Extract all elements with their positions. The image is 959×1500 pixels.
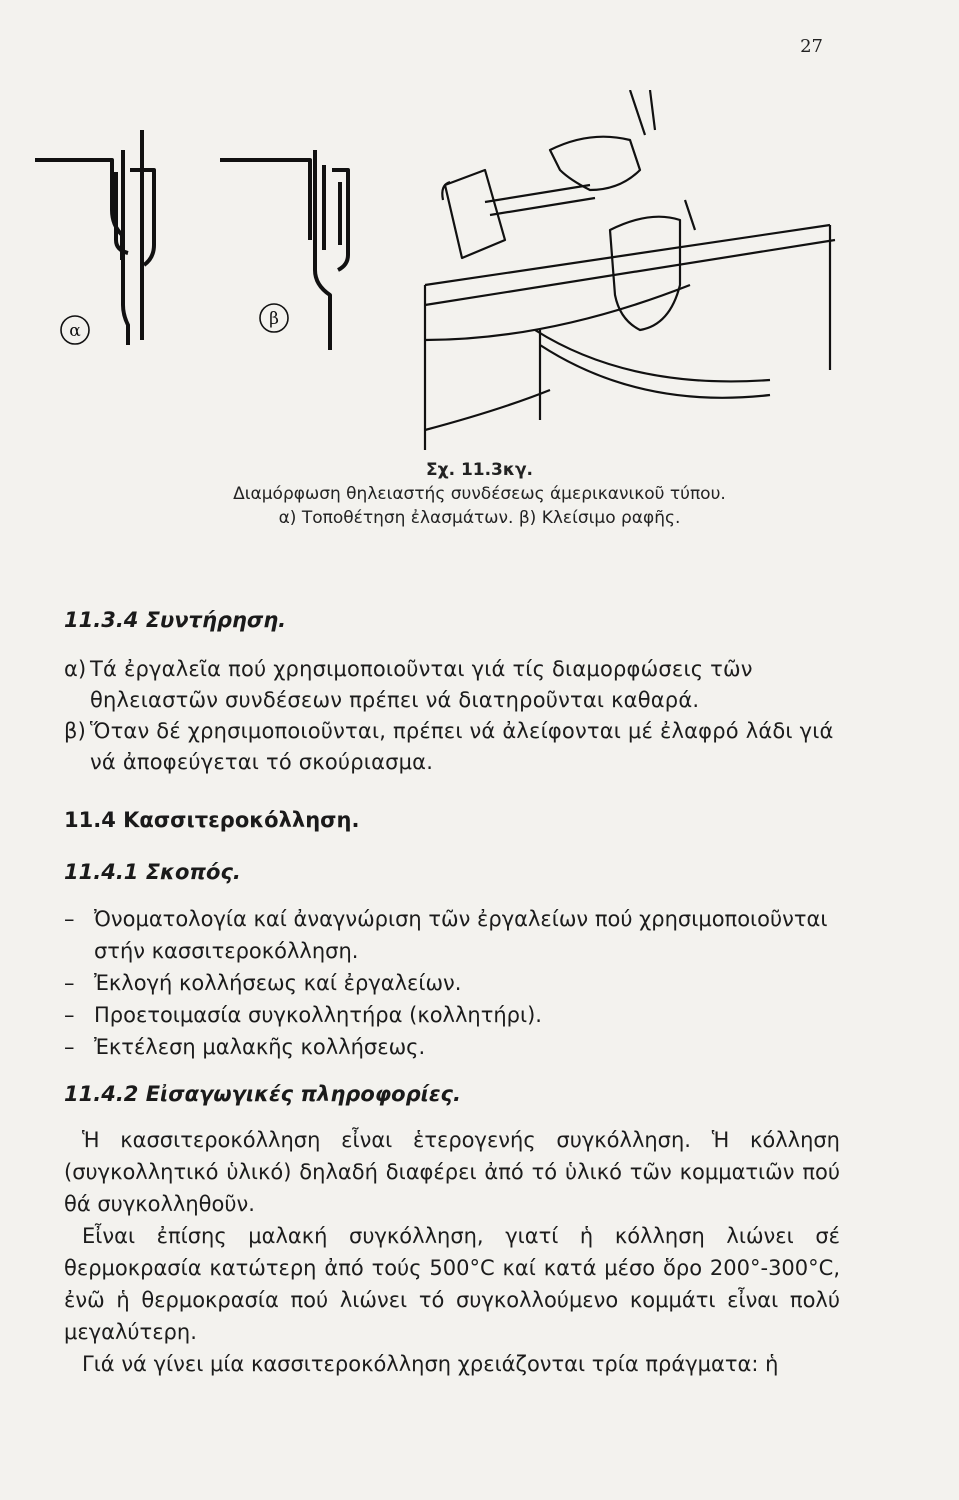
maintenance-list — [64, 654, 844, 778]
purpose-list — [64, 903, 844, 1063]
item-text: Τά ἐργαλεῖα πού χρησιμοποιοῦνται γιά τίς διαμορφώσεις τῶν θηλειαστῶν συνδέσεων πρέπει νά διατηροῦνται καθαρά. — [90, 657, 753, 712]
caption-number: Σχ. 11.3κγ. — [425, 460, 533, 480]
heading-maintenance: 11.3.4 Συντήρηση. — [64, 608, 287, 632]
figure-label-b: β — [269, 309, 279, 329]
item-text: Ὅταν δέ χρησιμοποιοῦνται, πρέπει νά ἀλείφονται μέ ἐλαφρό λάδι γιά νά ἀποφεύγεται τό σκούριασμα. — [90, 719, 834, 774]
caption-line-1: Διαμόρφωση θηλειαστής συνδέσεως άμερικανικοῦ τύπου. — [233, 484, 726, 504]
seam-drawing — [30, 90, 860, 450]
item-label: α) — [64, 657, 87, 681]
intro-body — [64, 1124, 840, 1380]
list-item-text: Ὀνοματολογία καί ἀναγνώριση τῶν ἐργαλείων πού χρησιμοποιοῦνται στήν κασσιτεροκόλληση. — [94, 907, 828, 963]
list-item: – Ὀνοματολογία καί ἀναγνώριση τῶν ἐργαλείων πού χρησιμοποιοῦνται στήν κασσιτεροκόλληση. — [64, 907, 828, 963]
list-item-text: Ἐκτέλεση μαλακῆς κολλήσεως. — [94, 1035, 426, 1059]
heading-intro: 11.4.2 Εἰσαγωγικές πληροφορίες. — [64, 1082, 461, 1106]
paragraph: Εἶναι ἐπίσης μαλακή συγκόλληση, γιατί ἡ κόλληση λιώνει σέ θερμοκρασία κατώτερη ἀπό τούς 500°C καί κατά μέσο ὅρο 200°-300°C, ἐνῶ ἡ θερμοκρασία πού λιώνει τό συγκολλούμενο κομμάτι εἶναι πολύ μεγαλύτερη. — [64, 1224, 840, 1344]
list-item-text: Προετοιμασία συγκολλητήρα (κολλητήρι). — [94, 1003, 542, 1027]
maintenance-item — [64, 716, 844, 778]
item-label: β) — [64, 719, 86, 743]
heading-purpose: 11.4.1 Σκοπός. — [64, 860, 241, 884]
list-item: – Προετοιμασία συγκολλητήρα (κολλητήρι). — [64, 1003, 542, 1027]
paragraph: Γιά νά γίνει μία κασσιτεροκόλληση χρειάζονται τρία πράγματα: ἡ — [82, 1352, 779, 1376]
paragraph: Ἡ κασσιτεροκόλληση εἶναι ἑτερογενής συγκόλληση. Ἡ κόλληση (συγκολλητικό ὑλικό) δηλαδή διαφέρει ἀπό τό ὑλικό τῶν κομματιῶν πού θά συγκολληθοῦν. — [64, 1128, 840, 1216]
figure-label-a: α — [69, 321, 81, 341]
list-item-text: Ἐκλογή κολλήσεως καί ἐργαλείων. — [94, 971, 462, 995]
maintenance-item — [64, 654, 844, 716]
list-item: – Ἐκλογή κολλήσεως καί ἐργαλείων. — [64, 971, 462, 995]
seam-profile-b — [220, 150, 348, 350]
page-number: 27 — [800, 36, 823, 57]
heading-soldering: 11.4 Κασσιτεροκόλληση. — [64, 808, 360, 832]
caption-line-2: α) Τοποθέτηση ἐλασμάτων. β) Κλείσιμο ραφῆς. — [278, 508, 681, 528]
list-item: – Ἐκτέλεση μαλακῆς κολλήσεως. — [64, 1035, 426, 1059]
seam-profile-a — [35, 130, 154, 345]
figure-caption — [0, 458, 959, 530]
figure-seam-illustration — [30, 90, 860, 450]
hammer-and-sheet — [425, 90, 835, 450]
